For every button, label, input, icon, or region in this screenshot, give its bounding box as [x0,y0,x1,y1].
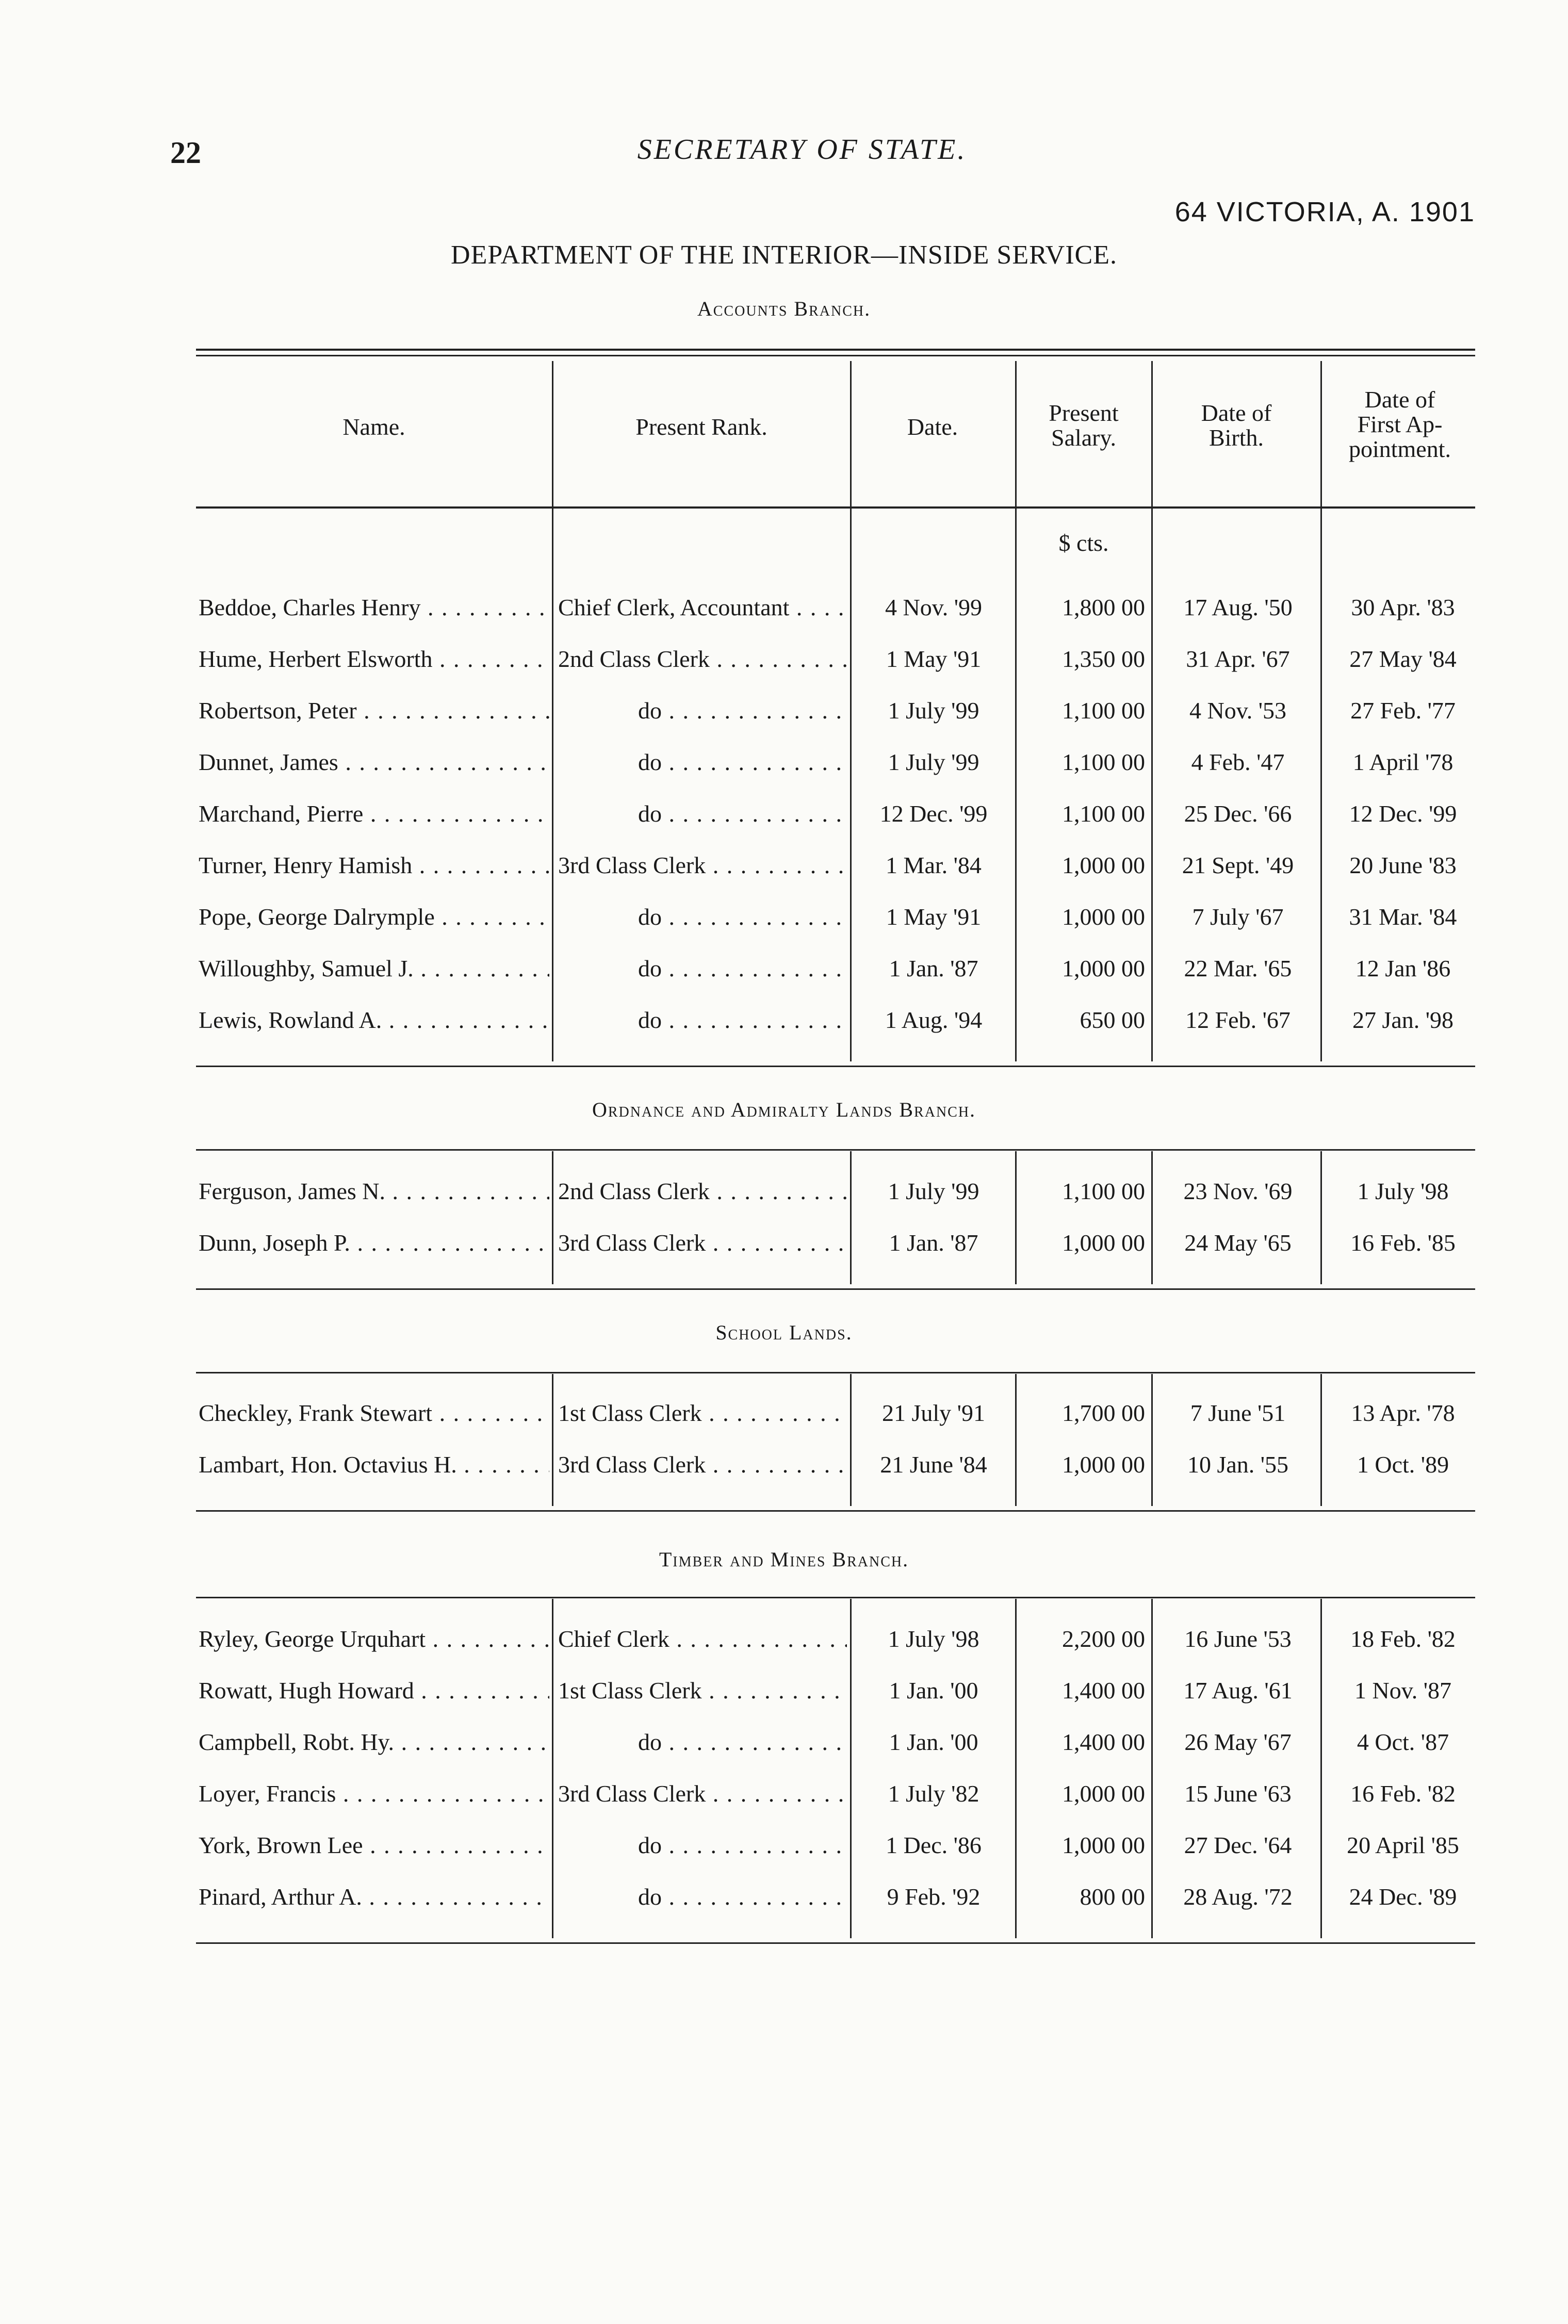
row-birth: 16 June '53 [1184,1626,1292,1652]
row-date: 1 May '91 [886,904,982,930]
section-title: Timber and Mines Branch. [659,1548,909,1571]
row-rank: 2nd Class Clerk . . . [558,1176,847,1207]
column-divider [1320,1151,1322,1284]
row-rank: 3rd Class Clerk . . . [558,1449,847,1480]
row-date: 21 June '84 [880,1451,987,1478]
row-birth: 4 Nov. '53 [1189,697,1287,724]
header-bottom-rule [196,506,1475,509]
table-top-rule-inner [196,355,1475,356]
section-top-rule [196,1149,1475,1151]
row-first-appointment: 1 July '98 [1357,1178,1449,1204]
row-name: York, Brown Lee . . . [199,1830,549,1861]
column-divider [850,361,852,1061]
column-divider [1320,1599,1322,1938]
row-first-appointment: 1 Oct. '89 [1357,1451,1449,1478]
row-salary: 1,000 00 [1062,1780,1145,1807]
row-salary: 1,100 00 [1062,749,1145,775]
row-name: Hume, Herbert Elsworth . . . [199,644,549,675]
row-rank: do . . . [558,747,847,778]
row-first-appointment: 1 April '78 [1352,749,1453,775]
row-salary: 1,100 00 [1062,697,1145,724]
row-name: Pope, George Dalrymple . . . [199,902,549,932]
column-divider [1151,1374,1153,1506]
section-title: Accounts Branch. [697,297,871,320]
col-header-first-3: pointment. [1348,436,1451,462]
row-date: 1 Jan. '87 [889,955,978,981]
row-date: 21 July '91 [882,1400,985,1426]
row-salary: 1,000 00 [1062,955,1145,981]
row-date: 1 July '99 [888,749,979,775]
section-bottom-rule [196,1066,1475,1067]
row-first-appointment: 4 Oct. '87 [1357,1729,1449,1755]
row-birth: 17 Aug. '50 [1183,594,1293,620]
col-header-salary-2: Salary. [1051,424,1117,451]
row-first-appointment: 27 Feb. '77 [1350,697,1456,724]
col-header-first-2: First Ap- [1357,411,1443,437]
row-salary: 1,100 00 [1062,800,1145,827]
row-first-appointment: 27 Jan. '98 [1352,1007,1454,1033]
column-divider [1320,1374,1322,1506]
row-name: Willoughby, Samuel J. . . . [199,953,549,984]
row-date: 1 May '91 [886,646,982,672]
row-date: 1 July '99 [888,1178,979,1204]
row-rank: do . . . [558,902,847,932]
page-number: 22 [170,136,201,170]
row-birth: 12 Feb. '67 [1185,1007,1291,1033]
col-header-first: Date of [1364,386,1435,413]
row-first-appointment: 20 June '83 [1349,852,1457,878]
row-date: 1 Dec. '86 [886,1832,982,1858]
row-rank: do . . . [558,1005,847,1036]
table-top-rule [196,349,1475,351]
row-birth: 7 June '51 [1190,1400,1286,1426]
row-date: 1 Jan. '87 [889,1230,978,1256]
department-title: DEPARTMENT OF THE INTERIOR—INSIDE SERVICE. [451,240,1117,270]
row-date: 12 Dec. '99 [879,800,988,827]
column-divider [552,1599,553,1938]
row-birth: 26 May '67 [1184,1729,1292,1755]
row-first-appointment: 1 Nov. '87 [1354,1677,1452,1704]
row-date: 1 July '99 [888,697,979,724]
row-rank: do . . . [558,1881,847,1912]
column-divider [1015,1599,1017,1938]
row-name: Dunn, Joseph P. . . . [199,1228,549,1258]
section-title: School Lands. [715,1321,853,1344]
salary-unit: $ cts. [1058,530,1109,556]
row-date: 1 Jan. '00 [889,1729,978,1755]
running-head: SECRETARY OF STATE. [637,134,967,166]
row-salary: 1,000 00 [1062,1832,1145,1858]
row-salary: 1,800 00 [1062,594,1145,620]
session-label: 64 VICTORIA, A. 1901 [1174,197,1475,227]
row-first-appointment: 12 Jan '86 [1355,955,1451,981]
row-name: Checkley, Frank Stewart . . . [199,1398,549,1429]
section-title: Ordnance and Admiralty Lands Branch. [592,1098,976,1121]
row-name: Turner, Henry Hamish . . . [199,850,549,881]
row-date: 1 Aug. '94 [885,1007,983,1033]
row-rank: 3rd Class Clerk . . . [558,1228,847,1258]
row-salary: 800 00 [1080,1884,1145,1910]
row-birth: 25 Dec. '66 [1184,800,1292,827]
row-rank: Chief Clerk, Accountant . . . [558,592,847,623]
row-name: Lewis, Rowland A. . . . [199,1005,549,1036]
row-first-appointment: 30 Apr. '83 [1351,594,1455,620]
row-birth: 15 June '63 [1184,1780,1292,1807]
row-date: 4 Nov. '99 [885,594,983,620]
row-first-appointment: 12 Dec. '99 [1349,800,1457,827]
row-rank: do . . . [558,1830,847,1861]
row-rank: 2nd Class Clerk . . . [558,644,847,675]
row-first-appointment: 13 Apr. '78 [1351,1400,1455,1426]
row-rank: Chief Clerk . . . [558,1624,847,1655]
row-name: Pinard, Arthur A. . . . [199,1881,549,1912]
row-name: Loyer, Francis . . . [199,1778,549,1809]
col-header-birth: Date of [1201,400,1272,426]
row-salary: 1,000 00 [1062,904,1145,930]
row-birth: 7 July '67 [1192,904,1284,930]
row-name: Rowatt, Hugh Howard . . . [199,1675,549,1706]
row-first-appointment: 16 Feb. '82 [1350,1780,1456,1807]
section-top-rule [196,1597,1475,1598]
row-salary: 1,100 00 [1062,1178,1145,1204]
column-divider [1151,1599,1153,1938]
row-name: Beddoe, Charles Henry . . . [199,592,549,623]
row-first-appointment: 27 May '84 [1349,646,1457,672]
row-rank: do . . . [558,1727,847,1758]
row-birth: 10 Jan. '55 [1187,1451,1289,1478]
row-name: Robertson, Peter . . . [199,695,549,726]
row-rank: 1st Class Clerk . . . [558,1675,847,1706]
section-top-rule [196,1372,1475,1373]
row-birth: 24 May '65 [1184,1230,1292,1256]
row-salary: 1,700 00 [1062,1400,1145,1426]
row-birth: 27 Dec. '64 [1184,1832,1292,1858]
column-divider [1015,361,1017,1061]
column-divider [1320,361,1322,1061]
row-rank: 3rd Class Clerk . . . [558,1778,847,1809]
row-salary: 1,000 00 [1062,1230,1145,1256]
row-rank: 1st Class Clerk . . . [558,1398,847,1429]
section-bottom-rule [196,1288,1475,1290]
row-date: 9 Feb. '92 [887,1884,981,1910]
row-salary: 1,400 00 [1062,1677,1145,1704]
row-birth: 23 Nov. '69 [1183,1178,1293,1204]
row-name: Dunnet, James . . . [199,747,549,778]
row-date: 1 July '82 [888,1780,979,1807]
column-divider [552,1151,553,1284]
row-birth: 22 Mar. '65 [1184,955,1292,981]
row-rank: 3rd Class Clerk . . . [558,850,847,881]
column-divider [552,361,553,1061]
row-rank: do . . . [558,953,847,984]
row-date: 1 Jan. '00 [889,1677,978,1704]
row-salary: 1,000 00 [1062,852,1145,878]
column-divider [1015,1374,1017,1506]
row-name: Lambart, Hon. Octavius H. . . . [199,1449,549,1480]
col-header-rank: Present Rank. [635,414,767,440]
row-salary: 1,350 00 [1062,646,1145,672]
row-salary: 1,000 00 [1062,1451,1145,1478]
col-header-name: Name. [342,414,405,440]
column-divider [552,1374,553,1506]
row-date: 1 July '98 [888,1626,979,1652]
row-name: Campbell, Robt. Hy. . . . [199,1727,549,1758]
column-divider [1151,1151,1153,1284]
row-birth: 28 Aug. '72 [1183,1884,1293,1910]
row-first-appointment: 16 Feb. '85 [1350,1230,1456,1256]
row-first-appointment: 20 April '85 [1347,1832,1459,1858]
row-birth: 21 Sept. '49 [1182,852,1294,878]
row-name: Marchand, Pierre . . . [199,798,549,829]
row-first-appointment: 18 Feb. '82 [1350,1626,1456,1652]
column-divider [1151,361,1153,1061]
row-first-appointment: 24 Dec. '89 [1349,1884,1457,1910]
column-divider [850,1374,852,1506]
section-bottom-rule [196,1942,1475,1944]
row-birth: 4 Feb. '47 [1191,749,1285,775]
col-header-birth-2: Birth. [1208,424,1264,451]
row-name: Ryley, George Urquhart . . . [199,1624,549,1655]
column-divider [850,1599,852,1938]
row-date: 1 Mar. '84 [886,852,982,878]
row-salary: 650 00 [1080,1007,1145,1033]
row-birth: 17 Aug. '61 [1183,1677,1293,1704]
column-divider [1015,1151,1017,1284]
row-first-appointment: 31 Mar. '84 [1349,904,1457,930]
row-rank: do . . . [558,695,847,726]
row-birth: 31 Apr. '67 [1186,646,1290,672]
column-divider [850,1151,852,1284]
row-name: Ferguson, James N. . . . [199,1176,549,1207]
row-salary: 1,400 00 [1062,1729,1145,1755]
col-header-date: Date. [907,414,958,440]
row-rank: do . . . [558,798,847,829]
row-salary: 2,200 00 [1062,1626,1145,1652]
col-header-salary: Present [1049,400,1119,426]
section-bottom-rule [196,1510,1475,1512]
